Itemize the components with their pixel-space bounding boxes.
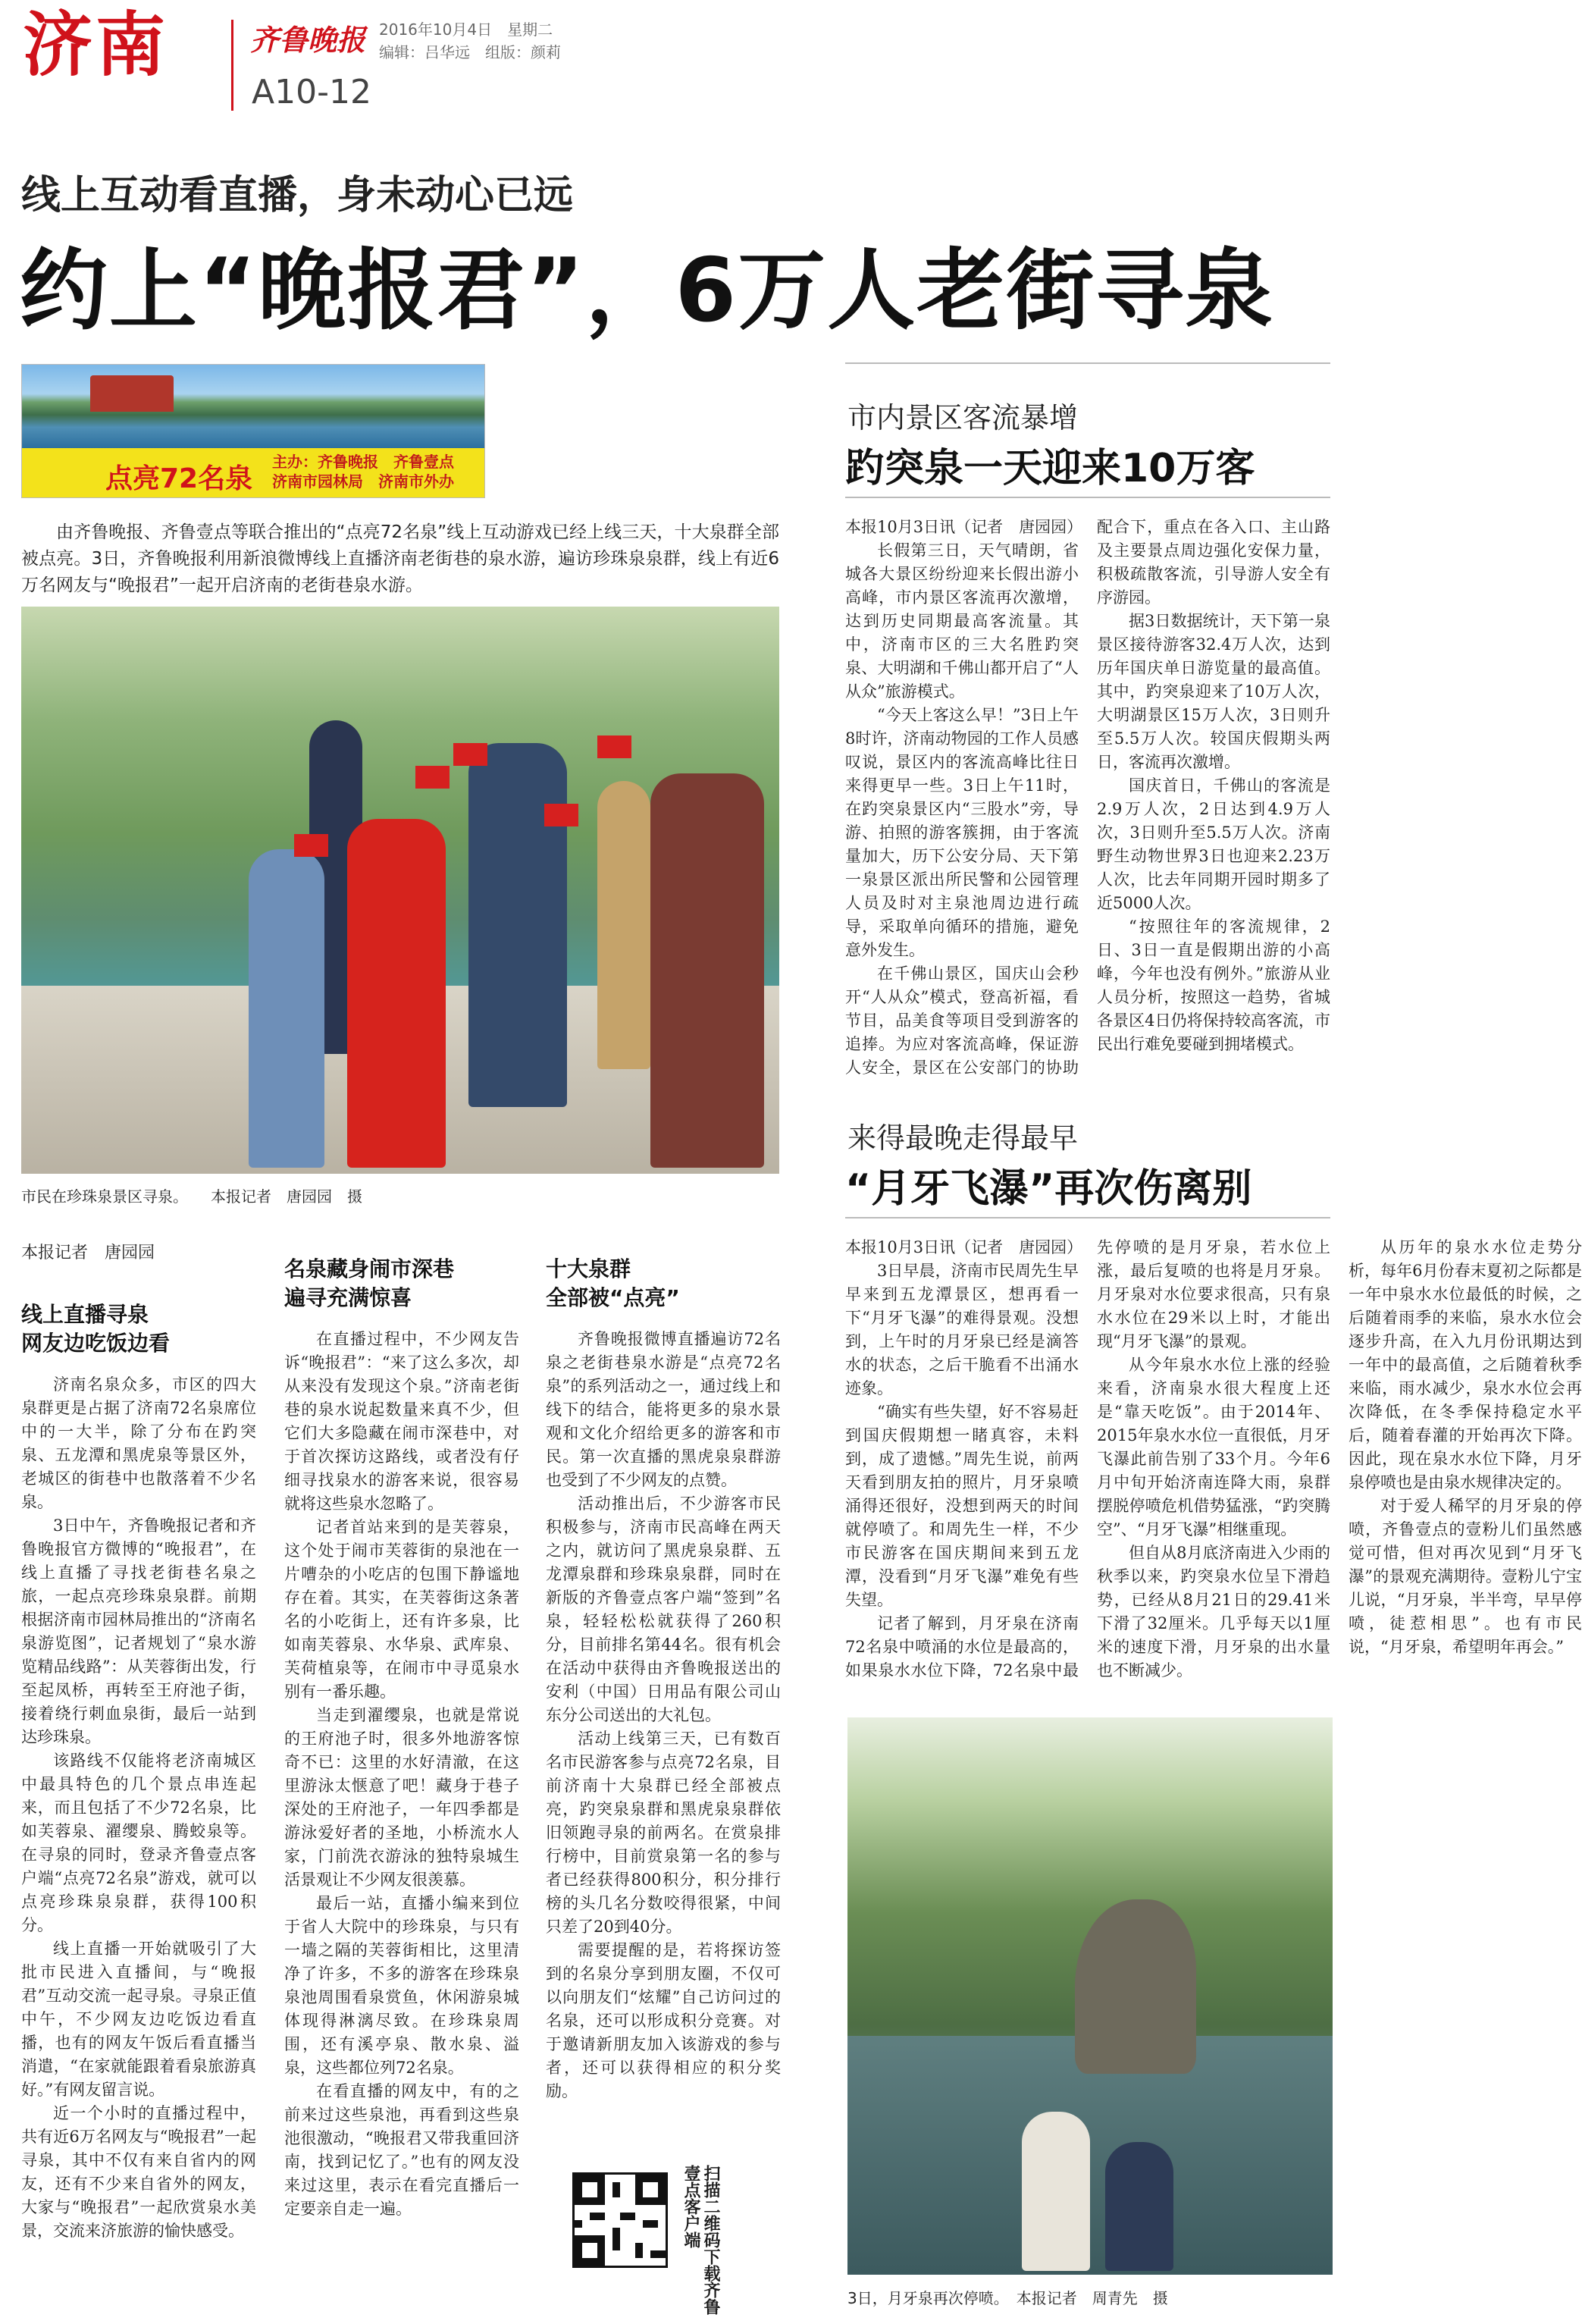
paragraph: 活动推出后，不少游客市民积极参与，济南市民高峰在两天之内，就访问了黑虎泉泉群、五龙潭泉群和珍珠泉泉群，同时在新版的齐鲁壹点客户端“签到”名泉，轻轻松松就获得了260积分，目前排名第44名。很有机会在活动中获得由齐鲁晚报送出的安利（中国）日用品有限公司山东分公司送出的大礼包。 <box>546 1494 781 1724</box>
article-column-2 <box>284 1255 519 2221</box>
paragraph: 长假第三日，天气晴朗，省城各大景区纷纷迎来长假出游小高峰，市内景区客流再次激增，达到历史同期最高客流量。其中，济南市区的三大名胜趵突泉、大明湖和千佛山都开启了“人从众”旅游模式。 <box>845 541 1079 701</box>
rule <box>845 497 1330 498</box>
paragraph: 线上直播一开始就吸引了大批市民进入直播间，与“晚报君”互动交流一起寻泉。寻泉正值中午，不少网友边吃饭边看直播，也有的网友午饭后看直播当消遣，“在家就能跟着看泉旅游真好。”有网友留言说。 <box>21 1940 256 2099</box>
paragraph: 但自从8月底济南进入少雨的秋季以来，趵突泉水位呈下滑趋势，已经从8月21日的29.41米下滑了32厘米。几乎每天以1厘米的速度下滑，月牙泉的出水量也不断减少。 <box>1097 1544 1330 1679</box>
right-article-body <box>845 516 1330 1092</box>
sponsor-line-1: 主办：齐鲁晚报 齐鲁壹点 <box>272 453 454 471</box>
sponsor-line-2: 济南市园林局 济南市外办 <box>272 472 454 491</box>
paragraph: 齐鲁晚报微博直播遍访72名泉之老街巷泉水游是“点亮72名泉”的系列活动之一，通过线上和线下的结合，能将更多的泉水景观和文化介绍给更多的游客和市民。第一次直播的黑虎泉泉群游也受到了不少网友的点赞。 <box>546 1330 781 1489</box>
pavilion-shape <box>90 375 174 412</box>
right2-article-body <box>845 1236 1582 1698</box>
paragraph: 最后一站，直播小编来到位于省人大院中的珍珠泉，与只有一墙之隔的芙蓉街相比，这里清净了许多，不多的游客在珍珠泉泉池周围看泉赏鱼，休闲游泉城体现得淋漓尽致。在珍珠泉周围，还有溪亭泉、散水泉、溢泉，这些都位列72名泉。 <box>284 1894 519 2077</box>
banner-sponsors <box>272 452 454 491</box>
campaign-banner <box>21 364 485 498</box>
article-column-1 <box>21 1300 256 2243</box>
issue-meta <box>379 18 561 64</box>
paragraph: “今天上客这么早！”3日上午8时许，济南动物园的工作人员感叹说，景区内的客流高峰比往日来得更早一些。3日上午11时，在趵突泉景区内“三股水”旁，导游、拍照的游客簇拥，由于客流量加大，历下公安分局、天下第一泉景区派出所民警和公园管理人员及时对主泉池周边进行疏导，采取单向循环的措施，避免意外发生。 <box>845 706 1079 959</box>
paragraph: 国庆首日，千佛山的客流是2.9万人次，2日达到4.9万人次，3日则升至5.5万人次。济南野生动物世界3日也迎来2.23万人次，比去年同期开园时期多了近5000人次。 <box>1097 776 1330 912</box>
paragraph: 济南名泉众多，市区的四大泉群更是占据了济南72名泉席位中的一大半，除了分布在趵突泉、五龙潭和黑虎泉等景区外，老城区的街巷中也散落着不少名泉。 <box>21 1375 256 1511</box>
flag-icon <box>294 834 328 857</box>
dateline: 本报10月3日讯（记者 唐园园） <box>845 518 1083 536</box>
lead-paragraph: 由齐鲁晚报、齐鲁壹点等联合推出的“点亮72名泉”线上互动游戏已经上线三天，十大泉群全部被点亮。3日，齐鲁晚报利用新浪微博线上直播济南老街巷的泉水游，遍访珍珠泉泉群，线上有近6万名网友与“晚报君”一起开启济南的老街巷泉水游。 <box>21 522 779 595</box>
rock-shape <box>1075 1899 1196 2074</box>
qr-code[interactable] <box>572 2172 668 2268</box>
issue-date: 2016年10月4日 星期二 <box>379 20 553 39</box>
banner-label: 点亮72名泉 <box>105 463 253 494</box>
person-figure <box>1022 2112 1090 2271</box>
paragraph: 当走到濯缨泉，也就是常说的王府池子时，很多外地游客惊奇不已：这里的水好清澈，在这里游泳太惬意了吧！藏身于巷子深处的王府池子，一年四季都是游泳爱好者的圣地，小桥流水人家，门前洗衣游泳的独特泉城生活景观让不少网友很羡慕。 <box>284 1706 519 1889</box>
rule <box>845 362 1330 364</box>
flag-icon <box>597 735 631 758</box>
main-photo <box>21 607 779 1174</box>
paragraph: 记者了解到，月牙泉在济南72名泉中喷涌的水位是最高的，如果泉水水位下降，72名泉中最先停喷的是月牙泉，若水位上涨，最后复喷的也将是月牙泉。月牙泉对水位要求很高，只有泉水水位在29米以上时，才能出现“月牙飞瀑”的景观。 <box>845 1238 1330 1679</box>
right-title: 趵突泉一天迎来10万客 <box>845 446 1255 491</box>
qr-caption: 扫描二维码下载齐鲁壹点客户端 <box>681 2165 720 2315</box>
paragraph: 对于爱人稀罕的月牙泉的停喷，齐鲁壹点的壹粉儿们虽然感觉可惜，但对再次见到“月牙飞瀑”的景观充满期待。壹粉儿宁宝儿说，“月牙泉，半半弯，早早停喷，徒惹相思”。也有市民说，“月牙泉，希望明年再会。” <box>1349 1497 1582 1656</box>
paragraph: 在看直播的网友中，有的之前来过这些泉池，再看到这些泉池很激动，“晚报君又带我重回济南，找到记忆了。”也有的网友没来过这里，表示在看完直播后一定要亲自走一遍。 <box>284 2082 519 2218</box>
paragraph: 3日早晨，济南市民周先生早早来到五龙潭景区，想再看一下“月牙飞瀑”的难得景观。没想到，上午时的月牙泉已经是滴答水的状态，之后干脆看不出涌水迹象。 <box>845 1262 1079 1397</box>
paragraph: 近一个小时的直播过程中，共有近6万名网友与“晚报君”一起寻泉，其中不仅有来自省内的网友，还有不少来自省外的网友，大家与“晚报君”一起欣赏泉水美景，交流来济旅游的愉快感受。 <box>21 2104 256 2240</box>
paragraph: 记者首站来到的是芙蓉泉，这个处于闹市芙蓉街的泉池在一片嘈杂的小吃店的包围下静谧地存在着。其实，在芙蓉街这条著名的小吃街上，还有许多泉，比如南芙蓉泉、水华泉、武库泉、芙荷植泉等，在闹市中寻觅泉水别有一番乐趣。 <box>284 1518 519 1701</box>
subheading-3: 十大泉群 全部被“点亮” <box>546 1256 680 1310</box>
paragraph: “确实有些失望，好不容易赶到国庆假期想一睹真容，未料到，成了遗憾。”周先生说，前两天看到朋友拍的照片，月牙泉喷涌得还很好，没想到两天的时间就停喷了。和周先生一样，不少市民游客在国庆期间来到五龙潭，没看到“月牙飞瀑”难免有些失望。 <box>845 1403 1079 1609</box>
qr-pattern-icon <box>575 2175 666 2266</box>
header-divider <box>231 20 233 111</box>
paragraph: 在千佛山景区，国庆山会秒开“人从众”模式，登高祈福，看节目，品美食等项目受到游客的追捧。为应对客流高峰，保证游人安全，景区在公安部门的协助配合下，重点在各入口、主山路及主要景点周边强化安保力量，积极疏散客流，引导游人安全有序游园。 <box>845 518 1330 1077</box>
newspaper-logo: 齐鲁晚报 <box>250 23 366 57</box>
paragraph: 3日中午，齐鲁晚报记者和齐鲁晚报官方微博的“晚报君”，在线上直播了寻找老街巷名泉之旅，一起点亮珍珠泉泉群。前期根据济南市园林局推出的“济南名泉游览图”，记者规划了“泉水游览精品线路”：从芙蓉街出发，行至起凤桥，再转至王府池子街，接着绕行刺血泉街，最后一站到达珍珠泉。 <box>21 1516 256 1746</box>
main-kicker: 线上互动看直播，身未动心已远 <box>21 173 574 218</box>
section-title: 济南 <box>23 5 169 86</box>
rule <box>845 1217 1330 1218</box>
subheading-2: 名泉藏身闹市深巷 遍寻充满惊喜 <box>284 1256 455 1310</box>
flag-icon <box>415 766 450 789</box>
person-figure <box>597 781 650 1069</box>
banner-photo <box>22 365 484 448</box>
flag-icon <box>453 743 487 766</box>
issue-editors: 编辑：吕华远 组版：颜莉 <box>379 43 561 61</box>
person-figure <box>1105 2142 1173 2271</box>
flag-icon <box>544 804 578 826</box>
paragraph: 在直播过程中，不少网友告诉“晚报君”：“来了这么多次，却从来没有发现这个泉。”济南老街巷的泉水说起数量来真不少，但它们大多隐藏在闹市深巷中，对于首次探访这路线，或者没有仔细寻找泉水的游客来说，很容易就将这些泉水忽略了。 <box>284 1330 519 1513</box>
dateline: 本报10月3日讯（记者 唐园园） <box>845 1238 1083 1256</box>
paragraph: 据3日数据统计，天下第一泉景区接待游客32.4万人次，达到历年国庆单日游览量的最高值。其中，趵突泉迎来了10万人次，大明湖景区15万人次，3日则升至5.5万人次。较国庆假期头两日，客流再次激增。 <box>1097 612 1330 771</box>
paragraph: “按照往年的客流规律，2日、3日一直是假期出游的小高峰，今年也没有例外。”旅游从业人员分析，按照这一趋势，省城各景区4日仍将保持较高客流，市民出行难免要碰到拥堵模式。 <box>1097 917 1330 1053</box>
main-photo-caption: 市民在珍珠泉景区寻泉。 本报记者 唐园园 摄 <box>21 1187 362 1206</box>
person-figure <box>347 819 446 1168</box>
person-figure <box>468 743 567 1107</box>
person-figure <box>650 773 764 1168</box>
right-kicker: 市内景区客流暴增 <box>847 401 1079 434</box>
byline: 本报记者 唐园园 <box>21 1244 155 1262</box>
pond-photo <box>847 1717 1333 2275</box>
pond-photo-caption: 3日，月牙泉再次停喷。 本报记者 周青先 摄 <box>847 2289 1168 2307</box>
paragraph: 该路线不仅能将老济南城区中最具特色的几个景点串连起来，而且包括了不少72名泉，比如芙蓉泉、濯缨泉、腾蛟泉等。在寻泉的同时，登录齐鲁壹点客户端“点亮72名泉”游戏，就可以点亮珍珠泉泉群，获得100积分。 <box>21 1752 256 1934</box>
paragraph: 需要提醒的是，若将探访签到的名泉分享到朋友圈，不仅可以向朋友们“炫耀”自己访问过的名泉，还可以形成积分竞赛。对于邀请新朋友加入该游戏的参与者，还可以获得相应的积分奖励。 <box>546 1941 781 2100</box>
page-number: A10-12 <box>252 73 371 111</box>
right2-title: “月牙飞瀑”再次伤离别 <box>845 1166 1252 1212</box>
paragraph: 活动上线第三天，已有数百名市民游客参与点亮72名泉，目前济南十大泉群已经全部被点亮，趵突泉泉群和黑虎泉泉群依旧领跑寻泉的前两名。在赏泉排行榜中，目前赏泉第一名的参与者已经获得800积分，积分排行榜的头几名分数咬得很紧，中间只差了20到40分。 <box>546 1730 781 1936</box>
right2-kicker: 来得最晚走得最早 <box>847 1121 1079 1155</box>
paragraph: 从历年的泉水水位走势分析，每年6月份春末夏初之际都是一年中泉水水位最低的时候，之后随着雨季的来临，泉水水位会逐步升高，在入九月份讯期达到一年中的最高值，之后随着秋季来临，雨水减少，泉水水位会再次降低，在冬季保持稳定水平后，随着春灌的开始再次下降。因此，现在泉水水位下降，月牙泉停喷也是由泉水规律决定的。 <box>1349 1238 1582 1491</box>
paragraph: 从今年泉水水位上涨的经验来看，济南泉水很大程度上还是“靠天吃饭”。由于2014年、2015年泉水水位一直很低，月牙飞瀑此前告别了33个月。今年6月中旬开始济南连降大雨，泉群摆脱停喷危机借势猛涨，“趵突腾空”、“月牙飞瀑”相继重现。 <box>1097 1356 1330 1538</box>
person-figure <box>249 849 324 1168</box>
article-column-3 <box>546 1255 781 2103</box>
main-headline: 约上“晚报君”，6万人老街寻泉 <box>20 240 1275 342</box>
subheading-1: 线上直播寻泉 网友边吃饭边看 <box>21 1302 171 1356</box>
